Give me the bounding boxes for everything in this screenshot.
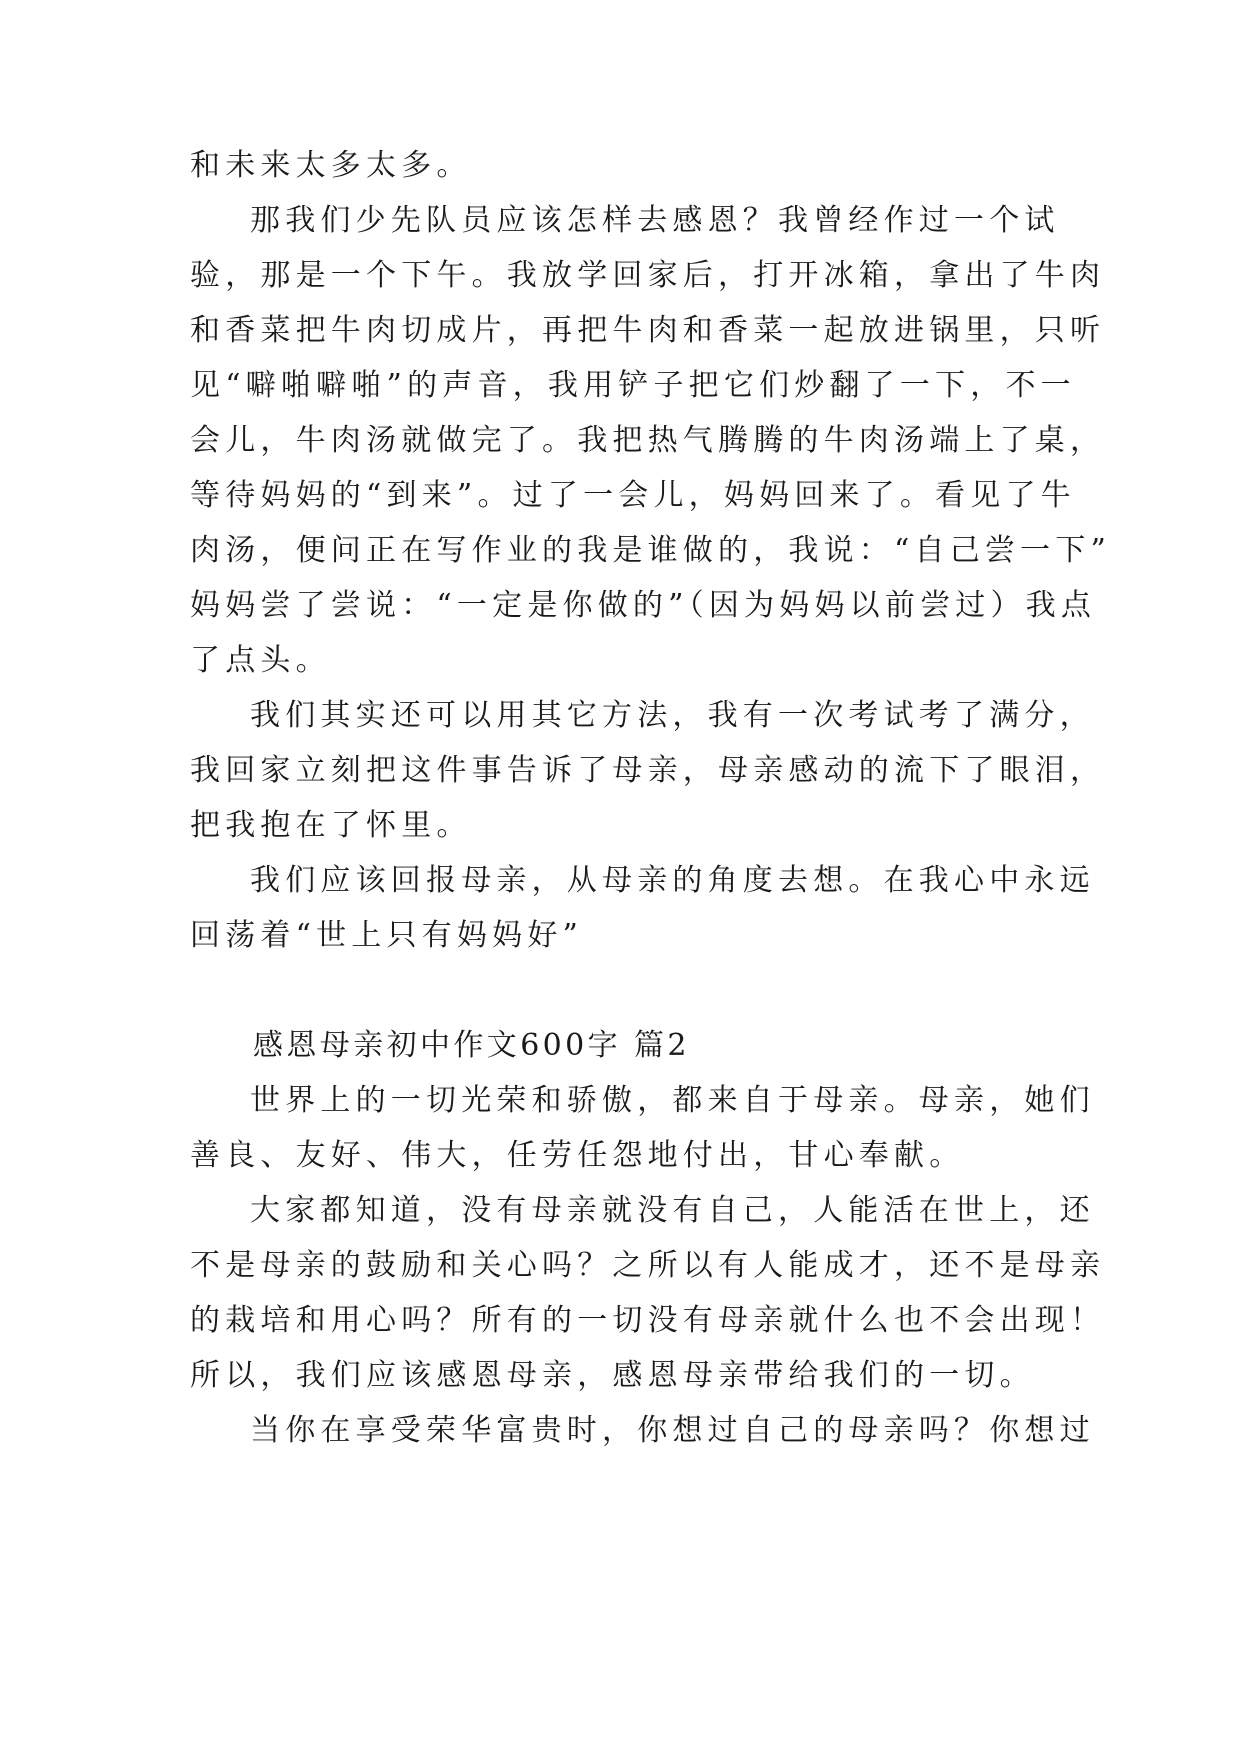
- paragraph-line: 妈妈尝了尝说：“一定是你做的”（因为妈妈以前尝过）我点: [190, 588, 1097, 623]
- paragraph-line: 验，那是一个下午。我放学回家后，打开冰箱，拿出了牛肉: [190, 258, 1106, 293]
- paragraph-line: 回荡着“世上只有妈妈好”: [190, 918, 584, 953]
- paragraph-line: 不是母亲的鼓励和关心吗？之所以有人能成才，还不是母亲: [190, 1248, 1106, 1283]
- paragraph-line: 大家都知道，没有母亲就没有自己，人能活在世上，还: [250, 1193, 1095, 1228]
- paragraph-line: 的栽培和用心吗？所有的一切没有母亲就什么也不会出现！: [190, 1303, 1106, 1338]
- paragraph-line: 和香菜把牛肉切成片，再把牛肉和香菜一起放进锅里，只听: [190, 313, 1106, 348]
- paragraph-line: 所以，我们应该感恩母亲，感恩母亲带给我们的一切。: [190, 1358, 1035, 1393]
- paragraph-line: 把我抱在了怀里。: [190, 808, 472, 843]
- paragraph-line: 我回家立刻把这件事告诉了母亲，母亲感动的流下了眼泪，: [190, 753, 1106, 788]
- paragraph-line: 了点头。: [190, 643, 331, 678]
- paragraph-line: 等待妈妈的“到来”。过了一会儿，妈妈回来了。看见了牛: [190, 478, 1076, 513]
- paragraph-line: 世界上的一切光荣和骄傲，都来自于母亲。母亲，她们: [250, 1083, 1095, 1118]
- paragraph-line: 善良、友好、伟大，任劳任怨地付出，甘心奉献。: [190, 1138, 965, 1173]
- paragraph-line: 肉汤，便问正在写作业的我是谁做的，我说：“自己尝一下”: [190, 533, 1112, 568]
- paragraph-line: 我们应该回报母亲，从母亲的角度去想。在我心中永远: [250, 863, 1095, 898]
- section-heading: 感恩母亲初中作文600字 篇2: [253, 1028, 690, 1063]
- paragraph-line: 那我们少先队员应该怎样去感恩？我曾经作过一个试: [250, 203, 1060, 238]
- paragraph-line: 我们其实还可以用其它方法，我有一次考试考了满分，: [250, 698, 1095, 733]
- paragraph-line: 和未来太多太多。: [190, 148, 472, 183]
- paragraph-line: 会儿，牛肉汤就做完了。我把热气腾腾的牛肉汤端上了桌，: [190, 423, 1106, 458]
- paragraph-line: 见“噼啪噼啪”的声音，我用铲子把它们炒翻了一下，不一: [190, 368, 1076, 403]
- paragraph-line: 当你在享受荣华富贵时，你想过自己的母亲吗？你想过: [250, 1413, 1095, 1448]
